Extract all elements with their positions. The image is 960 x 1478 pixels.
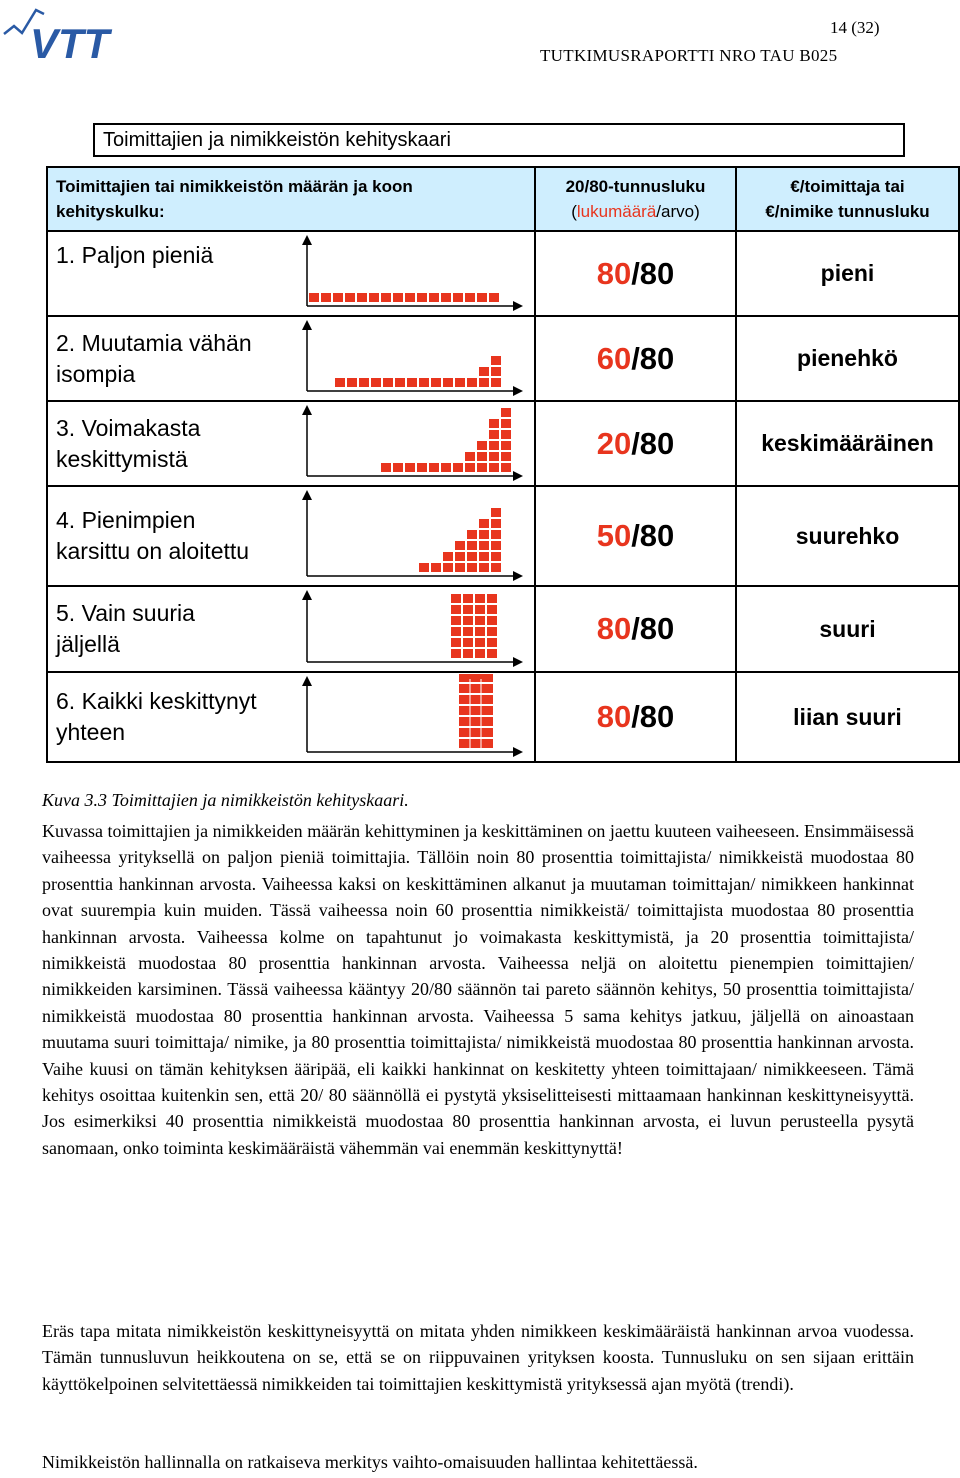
block-mark [395,378,405,387]
block-mark [407,378,417,387]
axis-arrow-icon [513,747,523,757]
block-mark [441,293,451,302]
axis-arrow-icon [302,590,312,600]
block-mark [501,452,511,461]
block-mark [465,452,475,461]
diagram-svg [291,318,531,399]
block-mark [455,378,465,387]
axis-arrow-icon [302,490,312,500]
ratio-cell [535,316,736,401]
axis-arrow-icon [302,235,312,245]
stage-label [47,401,291,486]
block-mark [393,293,403,302]
ratio-count: 80 [596,611,632,646]
ratio-cell [535,586,736,672]
block-mark [459,674,493,682]
block-mark [475,616,485,625]
ratio-total: /80 [631,611,675,646]
block-mark [451,649,461,658]
block-mark [443,563,453,572]
report-id: TUTKIMUSRAPORTTI NRO TAU B025 [540,46,838,65]
block-mark [417,293,427,302]
block-mark [489,441,499,450]
block-mark [491,563,501,572]
block-mark [467,541,477,550]
block-mark [453,463,463,472]
block-mark [463,616,473,625]
evolution-table [46,166,960,763]
stage-diagram [291,231,535,316]
block-mark [491,552,501,561]
block-mark [491,378,501,387]
stage-row [47,401,959,486]
block-mark [487,638,497,647]
block-mark [451,638,461,647]
diagram-svg [291,233,531,314]
ratio-count: 80 [596,699,632,734]
page-number: 14 (32) [830,18,880,37]
block-mark [487,616,497,625]
block-mark [459,706,493,715]
block-mark [479,552,489,561]
block-mark [501,430,511,439]
ratio-header-line2 [536,199,735,224]
block-mark [345,293,355,302]
block-mark [451,627,461,636]
block-mark [463,594,473,603]
block-mark [489,419,499,428]
figure-caption: Kuva 3.3 Toimittajien ja nimikkeistön kehityskaari. [42,790,409,810]
block-mark [443,552,453,561]
block-mark [459,695,493,704]
block-mark [489,293,499,302]
block-mark [475,627,485,636]
block-mark [491,367,501,376]
stage-diagram [291,672,535,762]
block-mark [477,452,487,461]
block-mark [335,378,345,387]
block-mark [419,378,429,387]
block-mark [431,378,441,387]
stage-row [47,486,959,586]
stage-diagram [291,586,535,672]
block-mark [479,367,489,376]
block-mark [465,463,475,472]
block-mark [371,378,381,387]
block-mark [467,563,477,572]
block-mark [487,627,497,636]
stage-row [47,672,959,762]
block-mark [487,594,497,603]
stage-row [47,231,959,316]
size-header [736,167,959,231]
ratio-total: /80 [631,255,675,291]
block-mark [333,293,343,302]
size-cell: pieni [736,231,959,316]
block-mark [451,616,461,625]
block-mark [501,419,511,428]
ratio-total: /80 [631,518,675,553]
ratio-total: /80 [631,425,675,461]
block-mark [491,356,501,365]
vtt-logo-icon [0,0,160,70]
stage-label [47,231,291,316]
block-mark [475,649,485,658]
header-row [47,167,959,231]
stage-label [47,586,291,672]
block-mark [429,293,439,302]
diagram-svg [291,488,531,584]
size-cell: liian suuri [736,672,959,762]
block-mark [443,378,453,387]
logo-text: VTT [30,20,110,67]
block-mark [459,728,493,737]
block-mark [459,684,493,693]
block-mark [477,293,487,302]
block-mark [381,293,391,302]
block-mark [417,463,427,472]
size-cell: suurehko [736,486,959,586]
block-mark [479,541,489,550]
block-mark [465,293,475,302]
block-mark [501,463,511,472]
block-mark [309,293,319,302]
block-mark [463,649,473,658]
block-mark [479,530,489,539]
block-mark [475,605,485,614]
ratio-rest: /arvo) [656,202,700,221]
stage-row [47,316,959,401]
ratio-paren: ( [571,202,577,221]
block-mark [405,293,415,302]
size-cell: pienehkö [736,316,959,401]
figure-title: Toimittajien ja nimikkeistön kehityskaari [93,123,905,157]
block-mark [453,293,463,302]
block-mark [491,541,501,550]
ratio-cell [535,231,736,316]
block-mark [455,541,465,550]
stage-label [47,316,291,401]
stage-diagram [291,486,535,586]
block-mark [405,463,415,472]
block-mark [501,408,511,417]
ratio-total: /80 [631,699,675,734]
body-paragraph-2: Eräs tapa mitata nimikkeistön keskittyneisyyttä on mitata yhden nimikkeen keskimääräistä hankinnan arvoa vuodessa. Tämän tunnusluvun heikkoutena on se, että se on riippuvainen yrityksen koosta. Tunnusluku on sen sijaan erittäin käyttökelpoinen selvitettäessä nimikkeiden tai toimittajien keskittymistä yrityksessä ajan myötä (trendi). [42,1321,914,1394]
block-mark [459,717,493,726]
block-mark [475,594,485,603]
ratio-count: 20 [596,425,632,461]
ratio-count: 80 [596,255,632,291]
axis-arrow-icon [513,301,523,311]
block-mark [463,627,473,636]
body-paragraph-1: Kuvassa toimittajien ja nimikkeiden määrän kehittyminen ja keskittäminen on jaettu kuuteen vaiheeseen. Ensimmäisessä vaiheessa yrityksellä on paljon pieniä toimittajia. Tällöin noin 80 prosenttia toimittajista/ nimikkeistä muodostaa 80 prosenttia hankinnan arvosta. Vaiheessa kaksi on keskittäminen alkanut ja muutaman toimittajan/ nimikkeen hankinnat ovat suurempia kuin muiden. Tässä vaiheessa noin 60 prosenttia nimikkeistä/ toimittajista muodostaa 80 prosenttia hankinnan arvosta. Vaiheessa kolme on tapahtunut jo voimakasta keskittymistä, ja 20 prosenttia toimittajista/ nimikkeistä muodostaa 80 prosenttia hankinnan arvosta. Vaiheessa neljä on aloitettu pienempien toimittajien/ nimikkeiden karsiminen. Tässä vaiheessa kääntyy 20/80 säännön tai pareto säännön kehitys, 50 prosenttia toimittajista/ nimikkeistä muodostaa 80 prosenttia hankinnan arvosta. Vaiheessa 5 sama kehitys jatkuu, jäljellä on ainoastaan muutama suuri toimittaja/ nimike, ja 80 prosenttia toimittajista/ nimikkeistä muodostaa 80 prosenttia hankinnan arvosta. Vaihe kuusi on tämän kehityksen ääripää, eli kaikki hankinnat on keskitetty yhteen toimittajaan/ nimikkeeseen. Tämä kehitys osoittaa kuitenkin sen, että 20/ 80 säännöllä ei pystytä yksiselitteisesti mittaamaan hankinnan keskittyneisyyttä. Jos esimerkiksi 40 prosenttia nimikkeistä muodostaa 80 prosenttia hankinnan arvosta, ei luvun perusteella pysytä sanomaan, onko toiminta keskimääräistä vähemmän vai enemmän keskittynyttä! [42,821,914,1158]
axis-arrow-icon [302,676,312,686]
block-mark [487,605,497,614]
stage-label [47,486,291,586]
block-mark [489,430,499,439]
axis-arrow-icon [513,657,523,667]
axis-arrow-icon [302,405,312,415]
block-mark [463,638,473,647]
ratio-count: 60 [596,340,632,376]
stage-header-line2: kehityskulku: [56,202,165,221]
size-header-line2: €/nimike tunnusluku [765,202,930,221]
ratio-header-line1: 20/80-tunnusluku [565,177,706,196]
size-cell: suuri [736,586,959,672]
block-mark [347,378,357,387]
stage-line1: 1. Paljon pieniä [56,242,214,268]
block-mark [459,739,493,748]
stage-header-line1: Toimittajien tai nimikkeistön määrän ja koon [56,177,413,196]
stage-label [47,672,291,762]
block-mark [321,293,331,302]
block-mark [463,605,473,614]
block-mark [369,293,379,302]
ratio-cell [535,672,736,762]
block-mark [451,605,461,614]
block-mark [479,563,489,572]
block-mark [467,378,477,387]
size-header-line1: €/toimittaja tai [790,177,905,196]
block-mark [491,519,501,528]
stage-line1: 2. Muutamia vähän [56,329,252,356]
block-mark [487,649,497,658]
ratio-count-word: lukumäärä [576,202,657,221]
block-mark [455,563,465,572]
block-mark [489,452,499,461]
axis-arrow-icon [513,386,523,396]
axis-arrow-icon [302,320,312,330]
diagram-svg [291,403,531,484]
stage-diagram [291,401,535,486]
block-mark [479,519,489,528]
stage-line1: 6. Kaikki keskittynyt [56,688,257,714]
ratio-cell [535,401,736,486]
stage-line1: 5. Vain suuria [56,600,195,626]
body-paragraph-3: Nimikkeistön hallinnalla on ratkaiseva merkitys vaihto-omaisuuden hallintaa kehitettäessä. [42,1452,698,1472]
block-mark [429,463,439,472]
stage-row [47,586,959,672]
block-mark [467,530,477,539]
block-mark [359,378,369,387]
block-mark [431,563,441,572]
stage-header [47,167,535,231]
diagram-svg [291,588,531,670]
block-mark [491,530,501,539]
block-mark [479,378,489,387]
block-mark [475,638,485,647]
stage-line2: karsittu on aloitettu [56,538,250,564]
stage-diagram [291,316,535,401]
stage-line2: keskittymistä [56,445,188,472]
block-mark [357,293,367,302]
block-mark [455,552,465,561]
stage-line2: yhteen [56,719,126,745]
ratio-cell [535,486,736,586]
ratio-total: /80 [631,340,675,376]
stage-line1: 3. Voimakasta [56,414,201,441]
block-mark [381,463,391,472]
block-mark [501,441,511,450]
block-mark [467,552,477,561]
ratio-header [535,167,736,231]
size-cell: keskimääräinen [736,401,959,486]
stage-line1: 4. Pienimpien [56,507,196,533]
block-mark [383,378,393,387]
block-mark [441,463,451,472]
diagram-svg [291,674,531,760]
block-mark [491,508,501,517]
block-mark [393,463,403,472]
block-mark [477,463,487,472]
axis-arrow-icon [513,571,523,581]
stage-line2: jäljellä [56,631,120,657]
block-mark [489,463,499,472]
block-mark [477,441,487,450]
block-mark [451,594,461,603]
ratio-count: 50 [596,518,632,553]
axis-arrow-icon [513,471,523,481]
block-mark [419,563,429,572]
stage-line2: isompia [56,360,136,387]
